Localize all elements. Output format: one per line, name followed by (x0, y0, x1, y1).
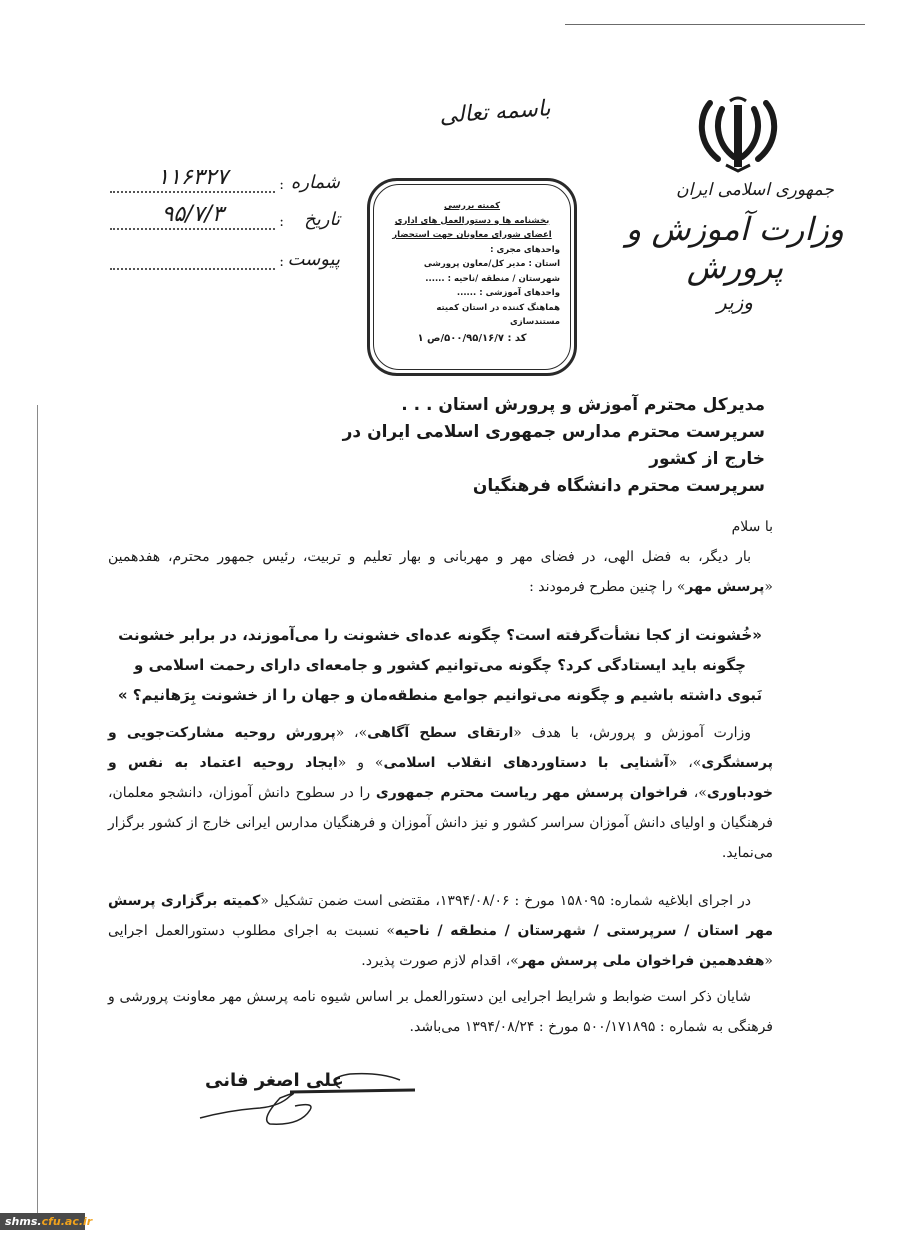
text: » را چنین مطرح فرمودند : (529, 579, 686, 595)
stamp-edu-units: واحدهای آموزشی : ...... (456, 288, 560, 298)
stamp-line: بخشنامه ها و دستورالعمل های اداری (394, 215, 550, 226)
signatory-name: علی اصغر فانی (205, 1070, 344, 1091)
iran-emblem-icon (696, 95, 780, 175)
addressee: مدیرکل محترم آموزش و پرورش استان . . . (401, 395, 765, 415)
addressee: سرپرست محترم مدارس جمهوری اسلامی ایران در خارج از کشور (342, 422, 765, 469)
number-value: ۱۱۶۳۲۷ (110, 165, 275, 193)
number-label: شماره (290, 172, 340, 193)
stamp-line: اعضای شورای معاونان جهت استحضار (392, 230, 552, 240)
paragraph-intro (108, 542, 773, 602)
attachment-label: پیوست (287, 249, 340, 270)
attachment-value (110, 242, 275, 270)
bold-text: آشنایی با دستاوردهای انقلاب اسلامی (383, 755, 669, 771)
text: »، (688, 785, 707, 801)
letter-number-field (110, 165, 340, 193)
bold-text: پرسش مهر (685, 579, 765, 595)
separator: : (279, 177, 284, 193)
addressee-list (330, 392, 765, 500)
text: » و « (337, 755, 384, 771)
paragraph-directive (108, 886, 773, 976)
text: »، اقدام لازم صورت پذیرد. (361, 953, 519, 969)
stamp-coordinator: هماهنگ کننده در استان کمیته مستندسازی (436, 302, 560, 327)
site-watermark (0, 1213, 93, 1230)
stamp-city: شهرستان / منطقه /ناحیه : ...... (425, 273, 560, 284)
letter-date-field (110, 202, 340, 230)
bold-text: هفدهمین فراخوان ملی پرسش مهر (518, 953, 765, 969)
date-label: تاریخ (304, 209, 340, 230)
greeting: با سلام (731, 519, 773, 535)
invocation: باسمه تعالی (438, 96, 552, 129)
bold-text: کمیته برگزاری پرسش مهر استان / سرپرستی / شهرستان / منطقه / ناحیه (108, 893, 773, 939)
signature-block (190, 1060, 420, 1130)
text: وزارت آموزش و پرورش، با هدف « (513, 725, 751, 741)
text: بار دیگر، به فضل الهی، در فضای مهر و مهربانی و بهار تعلیم و تربیت، رئیس جمهور محترم، هفدهمین « (108, 549, 773, 595)
stamp-code: کد : ۵۰۰/۹۵/۱۶/۷/ص ۱ (417, 332, 527, 344)
left-margin-rule (37, 405, 38, 1225)
stamp-province: استان : مدیر کل/معاون پرورشی (423, 259, 560, 269)
ministry-title: وزارت آموزش و پرورش (625, 210, 845, 286)
top-rule (565, 24, 865, 25)
review-committee-stamp (367, 178, 577, 376)
text: »، « (335, 725, 368, 741)
text: »، « (668, 755, 702, 771)
addressee: سرپرست محترم دانشگاه فرهنگیان (472, 476, 765, 496)
bold-text: فراخوان پرسش مهر ریاست محترم جمهوری (375, 785, 688, 801)
separator: : (279, 214, 284, 230)
date-value: ۹۵/۷/۳ (110, 202, 275, 230)
stamp-exec-units: واحدهای مجری : (490, 244, 560, 255)
text: در اجرای ابلاغیه شماره: ۱۵۸۰۹۵ مورخ : ۱۳۹۴/۰۸/۰۶، مقتضی است ضمن تشکیل « (260, 893, 751, 909)
republic-title: جمهوری اسلامی ایران (676, 180, 834, 200)
watermark-domain: cfu.ac.ir (41, 1215, 93, 1228)
text: شایان ذکر است ضوابط و شرایط اجرایی این دستورالعمل بر اساس شیوه نامه پرسش مهر معاونت پرورشی و فرهنگی به شماره : ۵۰۰/۱۷۱۸۹۵ مورخ : ۱۳۹۴/۰۸/۲۴ می‌باشد. (108, 989, 773, 1035)
bold-text: ایجاد روحیه اعتماد به نفس و خودباوری (108, 755, 773, 801)
president-quote: «خُشونت از کجا نشأت‌گرفته است؟ چگونه عده‌ای خشونت را می‌آموزند، در برابر خشونت چگونه باید ایستادگی کرد؟ چگونه می‌توانیم کشور و جامعه‌ای دارای رحمت اسلامی و نَبوی داشته باشیم و چگونه می‌توانیم جوامع منطقه‌مان و جهان را از خشونت بِرَهانیم؟ » (117, 626, 763, 704)
paragraph-goals (108, 718, 773, 868)
paragraph-note (108, 982, 773, 1042)
separator: : (279, 254, 284, 270)
text: » نسبت به اجرای مطلوب دستورالعمل اجرایی « (108, 923, 773, 969)
office-title: وزیر (717, 290, 753, 314)
bold-text: ارتقای سطح آگاهی (367, 725, 514, 741)
stamp-title: کمیته بررسی (443, 201, 501, 211)
bold-text: پرورش روحیه مشارکت‌جویی و پرسشگری (108, 725, 773, 771)
watermark-prefix: shms. (5, 1215, 42, 1228)
text: را در سطوح دانش آموزان، دانشجو معلمان، فرهنگیان و اولیای دانش آموزان سراسر کشور و نیز دانش آموزان و فرهنگیان مدارس ایرانی خارج از کشور برگزار می‌نماید. (108, 785, 773, 861)
attachment-field (110, 242, 340, 270)
